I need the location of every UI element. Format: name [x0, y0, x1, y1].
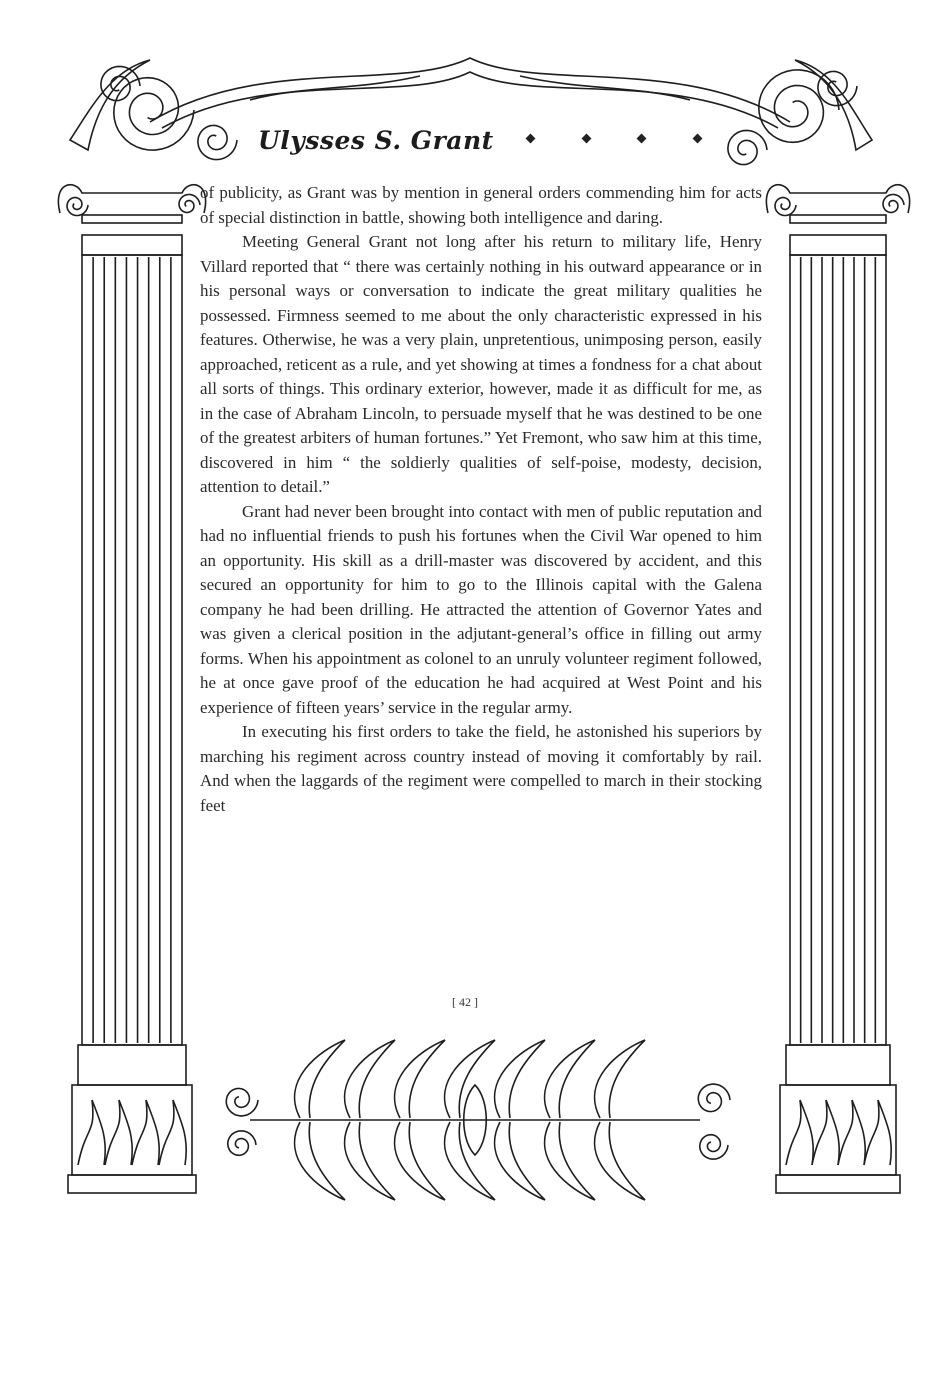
garland-scroll-left-icon: [226, 1088, 258, 1116]
banner-arch-inner: [162, 72, 778, 128]
garland-leaf-upper-icon: [445, 1040, 495, 1118]
paragraph-4: In executing his first orders to take the field, he astonished his superiors by marching his regiment across country instead of moving it comfortably by rail. And when the laggards of the regiment were compelled to march in their stocking feet: [200, 722, 762, 815]
header-diamond-row: [524, 132, 704, 145]
diamond-ornament-icon: [580, 132, 593, 145]
garland-scroll-right-lower-icon: [700, 1135, 728, 1159]
right-column-base-leaf-icon: [812, 1100, 839, 1165]
acanthus-leaf-left-icon: [70, 60, 150, 150]
garland-leaf-lower-icon: [545, 1122, 595, 1200]
scroll-spiral-title-left-icon: [198, 125, 237, 159]
garland-scroll-left-lower-icon: [228, 1131, 256, 1155]
banner-flourish: [250, 76, 690, 100]
scroll-spiral-title-right-icon: [728, 130, 767, 164]
paragraph-1: of publicity, as Grant was by mention in general orders commending him for acts of special distinction in battle, showing both intelligence and daring.: [200, 183, 762, 227]
left-column-base-leaf-icon: [78, 1100, 105, 1165]
left-column-volute-right-icon: [179, 195, 200, 213]
scroll-spiral-right-icon: [759, 70, 839, 142]
garland-leaf-upper-icon: [495, 1040, 545, 1118]
left-column-necking: [82, 235, 182, 255]
left-column-base-leaf-icon: [105, 1100, 132, 1165]
right-column-base-leaf-icon: [838, 1100, 865, 1165]
garland-leaf-lower-icon: [445, 1122, 495, 1200]
right-column-volute-left-icon: [775, 198, 796, 216]
garland-leaf-lower-icon: [495, 1122, 545, 1200]
paragraph-2: Meeting General Grant not long after his return to military life, Henry Villard reported that “ there was certainly nothing in his outward appearance or in his personal ways or conversation to indicate the great military qualities he possessed. Firmness seemed to me about the only characteristic expressed in his features. Otherwise, he was a very plain, unpretentious, unimposing person, easily approached, reticent as a rule, and yet showing at times a fondness for a chat about all sorts of things. This ordinary exterior, however, made it as difficult for me, as in the case of Abraham Lincoln, to persuade myself that he was destined to be one of the greatest arbiters of human fortunes.” Yet Fremont, who saw him at this time, discovered in him “ the soldierly qualities of self-poise, modesty, decision, attention to detail.”: [200, 232, 762, 496]
right-column-shaft: [790, 255, 886, 1045]
scroll-spiral-left-icon: [114, 78, 194, 150]
right-column-abacus: [790, 215, 886, 223]
right-column-base-leaf-icon: [786, 1100, 813, 1165]
garland-leaf-upper-icon: [295, 1040, 345, 1118]
garland-leaf-upper-icon: [595, 1040, 645, 1118]
garland-leaf-lower-icon: [595, 1122, 645, 1200]
left-column-base-step: [68, 1175, 196, 1193]
left-column-base-leaf-icon: [159, 1100, 186, 1165]
garland-leaf-upper-icon: [545, 1040, 595, 1118]
garland-leaf-lower-icon: [345, 1122, 395, 1200]
right-column-torus: [786, 1045, 890, 1085]
garland-leaf-lower-icon: [395, 1122, 445, 1200]
page-header-title: Ulysses S. Grant: [258, 126, 494, 155]
diamond-ornament-icon: [524, 132, 537, 145]
left-column-abacus: [82, 215, 182, 223]
right-column-volute-right-icon: [883, 195, 904, 213]
paragraph-3: Grant had never been brought into contact with men of public reputation and had no influential friends to push his fortunes when the Civil War opened to him an opportunity. His skill as a drill-master was discovered by accident, and this secured an opportunity for him to go to the Illinois capital with the Galena company he had been drilling. He attracted the attention of Governor Yates and was given a clerical position in the adjutant-general’s office in filling out army forms. When his appointment as colonel to an unruly volunteer regiment followed, he at once gave proof of the education he had acquired at West Point and his experience of fifteen years’ service in the regular army.: [200, 501, 762, 717]
garland-scroll-right-icon: [698, 1084, 730, 1112]
page-number: [ 42 ]: [452, 995, 478, 1009]
scroll-spiral-left-small-icon: [101, 66, 140, 100]
right-column-necking: [790, 235, 886, 255]
diamond-ornament-icon: [691, 132, 704, 145]
garland-leaf-lower-icon: [295, 1122, 345, 1200]
garland-leaf-upper-icon: [345, 1040, 395, 1118]
right-column-base-step: [776, 1175, 900, 1193]
left-column-volute-left-icon: [67, 198, 88, 216]
garland-leaf-upper-icon: [395, 1040, 445, 1118]
article-body: [200, 181, 762, 818]
right-column-base-leaf-icon: [864, 1100, 891, 1165]
left-column-torus: [78, 1045, 186, 1085]
diamond-ornament-icon: [635, 132, 648, 145]
left-column-base-leaf-icon: [132, 1100, 159, 1165]
banner-arch-outer: [150, 58, 790, 122]
left-column-shaft: [82, 255, 182, 1045]
